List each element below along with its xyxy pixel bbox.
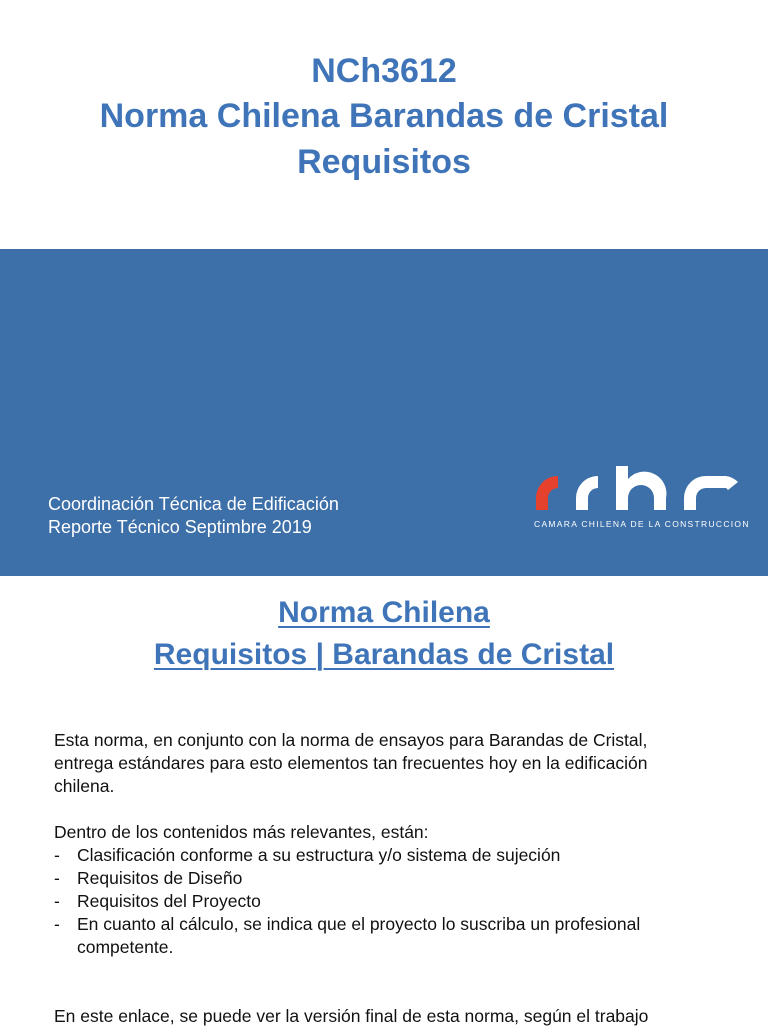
standard-code: NCh3612 — [311, 52, 457, 90]
bullet-dash: - — [54, 914, 60, 934]
link-paragraph — [54, 1005, 724, 1028]
list-item-text: competente. — [77, 937, 174, 957]
contents-paragraph — [54, 821, 724, 959]
list-item — [54, 844, 724, 867]
intro-line: entrega estándares para esto elementos tan frecuentes hoy en la edificación — [54, 753, 648, 773]
logo-caption: CAMARA CHILENA DE LA CONSTRUCCION — [534, 519, 750, 529]
document-title: Norma Chilena Barandas de Cristal — [99, 97, 669, 135]
bullet-dash: - — [54, 845, 60, 865]
intro-line: Esta norma, en conjunto con la norma de ensayos para Barandas de Cristal, — [54, 730, 648, 750]
contents-intro: Dentro de los contenidos más relevantes, están: — [54, 822, 429, 842]
intro-line: chilena. — [54, 776, 115, 796]
list-item — [54, 913, 724, 959]
intro-paragraph — [54, 729, 724, 798]
link-paragraph-line: En este enlace, se puede ver la versión final de esta norma, según el trabajo — [54, 1006, 649, 1026]
list-item — [54, 867, 724, 890]
report-date-label: Reporte Técnico Septimbre 2019 — [48, 517, 312, 537]
list-item-text: Requisitos de Diseño — [77, 868, 243, 888]
list-item-text: Requisitos del Proyecto — [77, 891, 261, 911]
department-label: Coordinación Técnica de Edificación — [48, 494, 339, 514]
list-item-text: En cuanto al cálculo, se indica que el proyecto lo suscriba un profesional — [77, 914, 641, 934]
list-item — [54, 890, 724, 913]
bullet-dash: - — [54, 868, 60, 888]
section-title-line1: Norma Chilena — [278, 596, 490, 629]
list-item-text: Clasificación conforme a su estructura y/o sistema de sujeción — [77, 845, 561, 865]
document-header — [0, 0, 768, 249]
section-title-line2: Requisitos | Barandas de Cristal — [153, 638, 615, 671]
document-subtitle: Requisitos — [297, 143, 471, 181]
bullet-dash: - — [54, 891, 60, 911]
